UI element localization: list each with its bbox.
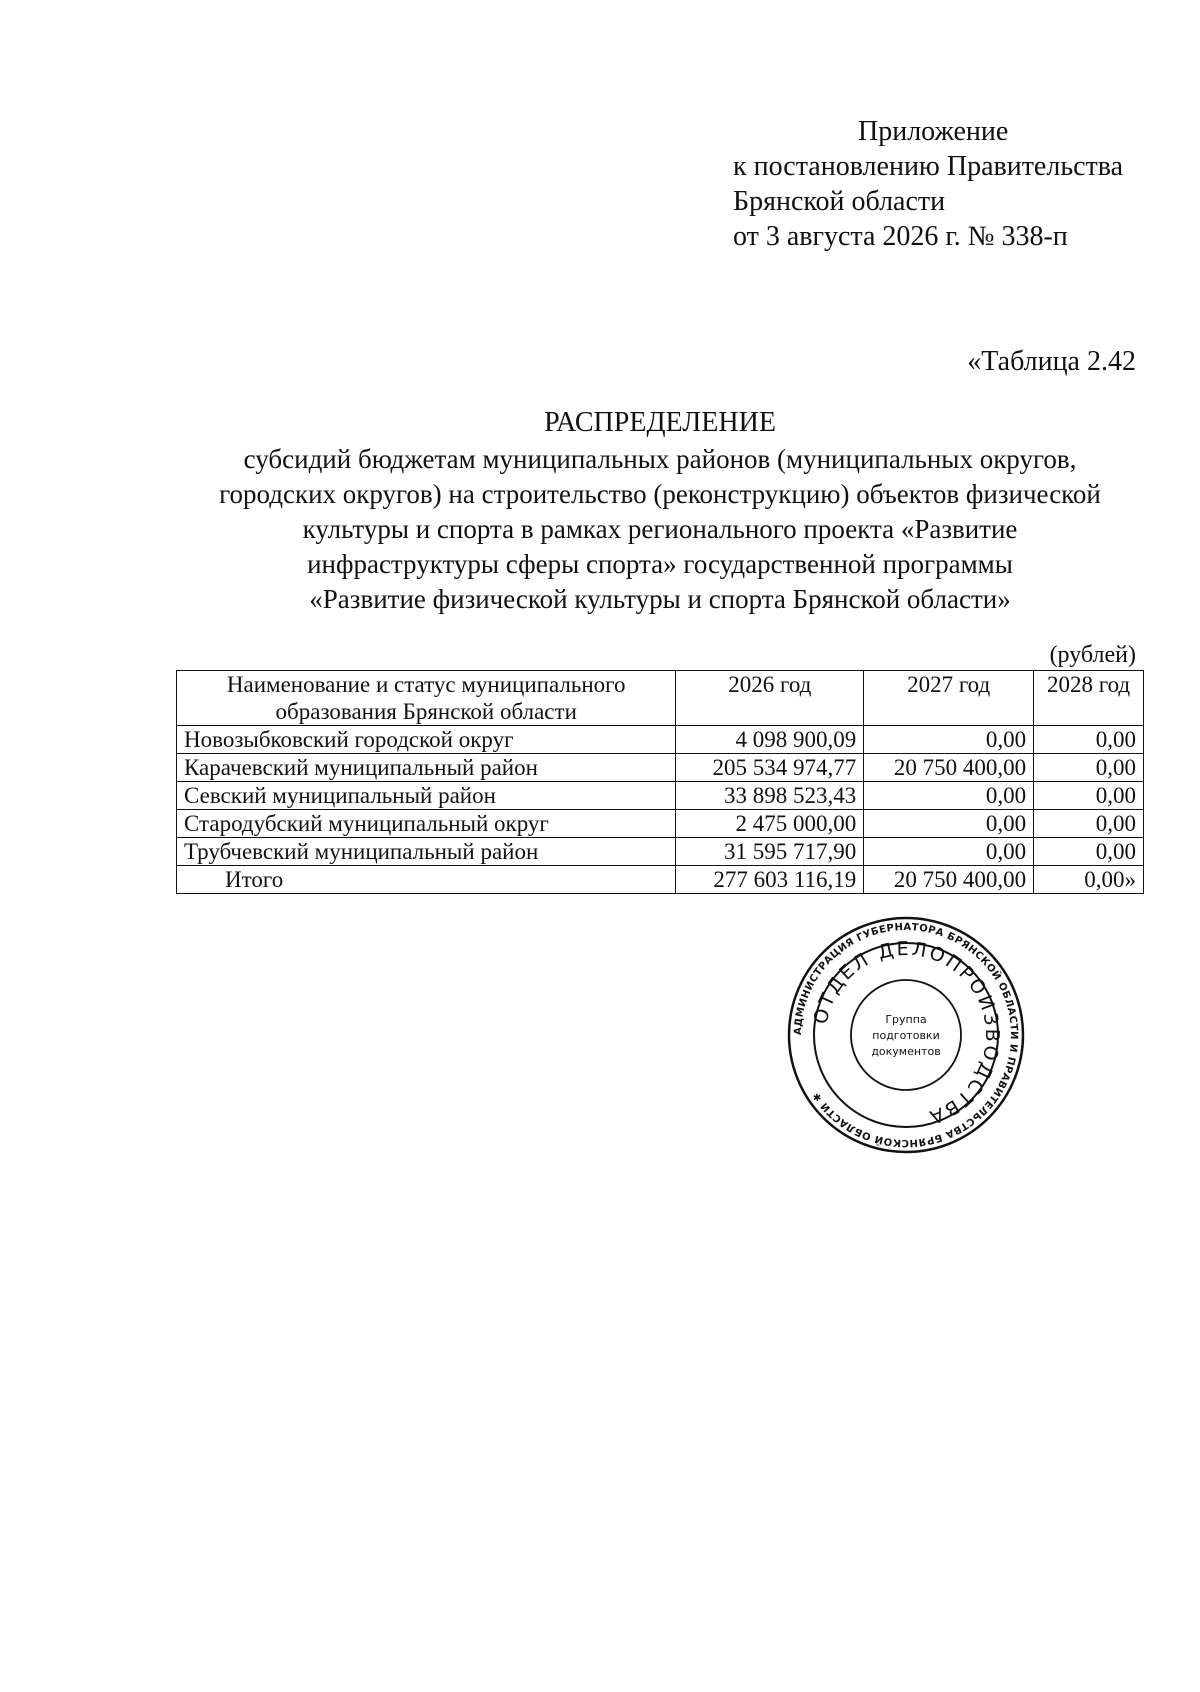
subtitle-line: «Развитие физической культуры и спорта Брянской области» — [309, 584, 1011, 614]
seal-outer-textpath: АДМИНИСТРАЦИЯ ГУБЕРНАТОРА БРЯНСКОЙ ОБЛАСТИ И ПРАВИТЕЛЬСТВА БРЯНСКОЙ ОБЛАСТИ ✱ — [792, 921, 1020, 1149]
cell-2026: 31 595 717,90 — [676, 838, 864, 866]
table-total-row — [177, 866, 1144, 894]
header-name-line: Наименование и статус муниципального — [226, 672, 626, 697]
cell-total-label: Итого — [177, 866, 676, 894]
cell-total-2028: 0,00» — [1034, 866, 1144, 894]
cell-total-2026: 277 603 116,19 — [676, 866, 864, 894]
cell-2028: 0,00 — [1034, 782, 1144, 810]
appendix-line: к постановлению Правительства — [733, 151, 1124, 182]
cell-2027: 0,00 — [864, 810, 1034, 838]
document-subtitle — [140, 442, 1180, 617]
appendix-title: Приложение — [858, 116, 1009, 147]
cell-2027: 20 750 400,00 — [864, 754, 1034, 782]
header-municipality — [177, 671, 676, 726]
table-row — [177, 754, 1144, 782]
cell-name: Трубчевский муниципальный район — [177, 838, 676, 866]
cell-name: Стародубский муниципальный округ — [177, 810, 676, 838]
distribution-table — [176, 670, 1144, 894]
seal-center-line: Группа — [885, 1013, 927, 1026]
table-number: «Таблица 2.42 — [967, 346, 1136, 377]
cell-total-2027: 20 750 400,00 — [864, 866, 1034, 894]
appendix-block — [733, 114, 1123, 254]
cell-2027: 0,00 — [864, 782, 1034, 810]
cell-name: Карачевский муниципальный район — [177, 754, 676, 782]
cell-2026: 205 534 974,77 — [676, 754, 864, 782]
cell-2028: 0,00 — [1034, 810, 1144, 838]
appendix-date-number: от 3 августа 2026 г. № 338-п — [733, 221, 1068, 252]
cell-name: Севский муниципальный район — [177, 782, 676, 810]
cell-2027: 0,00 — [864, 838, 1034, 866]
header-2026: 2026 год — [676, 671, 864, 726]
cell-2028: 0,00 — [1034, 838, 1144, 866]
table-row — [177, 782, 1144, 810]
appendix-line: Брянской области — [733, 186, 946, 217]
cell-name: Новозыбковский городской округ — [177, 726, 676, 754]
table-row — [177, 838, 1144, 866]
subtitle-line: инфраструктуры сферы спорта» государственной программы — [307, 549, 1013, 579]
seal-inner-textpath: ОТДЕЛ ДЕЛОПРОИЗВОДСТВА — [809, 937, 1004, 1129]
header-name-line: образования Брянской области — [275, 699, 577, 724]
cell-2028: 0,00 — [1034, 754, 1144, 782]
header-2028: 2028 год — [1034, 671, 1144, 726]
document-title: РАСПРЕДЕЛЕНИЕ — [544, 407, 776, 438]
subtitle-line: городских округов) на строительство (реконструкцию) объектов физической — [219, 479, 1101, 509]
cell-2026: 2 475 000,00 — [676, 810, 864, 838]
cell-2028: 0,00 — [1034, 726, 1144, 754]
official-seal-stamp — [786, 915, 1026, 1155]
table-header-row — [177, 671, 1144, 726]
units-label: (рублей) — [1049, 642, 1136, 668]
header-2027: 2027 год — [864, 671, 1034, 726]
cell-2026: 4 098 900,09 — [676, 726, 864, 754]
subtitle-line: субсидий бюджетам муниципальных районов (муниципальных округов, — [243, 444, 1077, 474]
seal-center-line: подготовки — [872, 1029, 940, 1042]
seal-center-line: документов — [871, 1045, 941, 1058]
cell-2026: 33 898 523,43 — [676, 782, 864, 810]
subtitle-line: культуры и спорта в рамках регионального проекта «Развитие — [302, 514, 1018, 544]
table-row — [177, 810, 1144, 838]
table-row — [177, 726, 1144, 754]
cell-2027: 0,00 — [864, 726, 1034, 754]
